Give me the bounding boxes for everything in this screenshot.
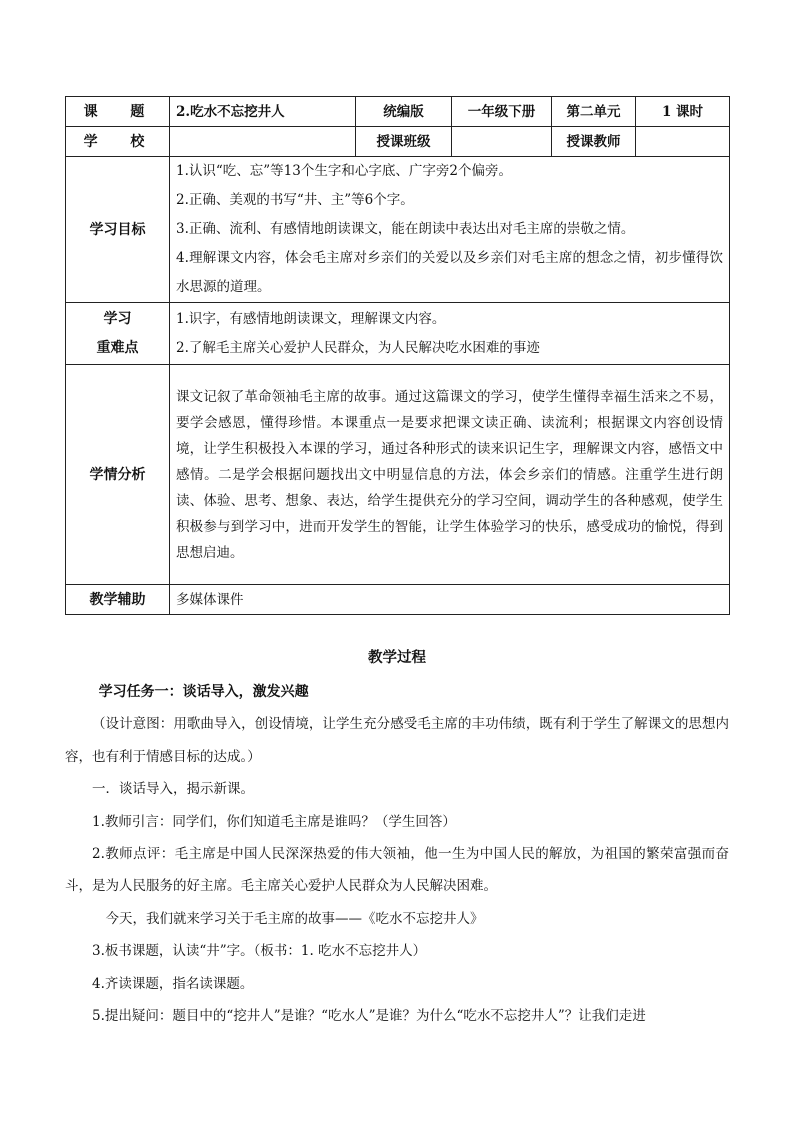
grade-value: 一年级下册 — [452, 97, 552, 127]
table-row-aids — [66, 585, 730, 615]
table-row-analysis — [66, 365, 730, 585]
aids-label: 教学辅助 — [66, 585, 170, 615]
process-title: 教学过程 — [368, 649, 426, 666]
lesson-title: 2.吃水不忘挖井人 — [170, 97, 356, 127]
process-item: 4.齐读课题，指名读课题。 — [92, 975, 254, 992]
lesson-label: 课 题 — [66, 97, 170, 127]
process-item: 2.教师点评：毛主席是中国人民深深热爱的伟大领袖，他一生为中国人民的解放，为祖国的繁荣富强而奋斗，是为人民服务的好主席。毛主席关心爱护人民群众为人民解决困难。 — [65, 846, 729, 895]
process-item: 3.板书课题，认读“井”字。（板书：1. 吃水不忘挖井人） — [92, 943, 427, 960]
goal-item: 1.认识“吃、忘”等13个生字和心字底、广字旁2个偏旁。 — [176, 163, 512, 179]
goal-item: 3.正确、流利、有感情地朗读课文，能在朗读中表达出对毛主席的崇敬之情。 — [176, 221, 635, 237]
analysis-text: 课文记叙了革命领袖毛主席的故事。通过这篇课文的学习，使学生懂得幸福生活来之不易，要学会感恩，懂得珍惜。本课重点一是要求把课文读正确、读流利；根据课文内容创设情境，让学生积极投入本课的学习，通过各种形式的读来识记生字，理解课文内容，感悟文中感情。二是学会根据问题找出文中明显信息的方法，体会乡亲们的情感。注重学生进行朗读、体验、思考、想象、表达，给学生提供充分的学习空间，调动学生的各种感观，使学生积极参与到学习中，进而开发学生的智能，让学生体验学习的快乐，感受成功的愉悦，得到思想启迪。 — [170, 365, 730, 585]
goal-item: 2.正确、美观的书写“井、主”等6个字。 — [176, 192, 414, 208]
table-row-key-points — [66, 303, 730, 365]
key-points-label-line2: 重难点 — [96, 339, 139, 356]
key-point-item: 2.了解毛主席关心爱护人民群众，为人民解决吃水困难的事迹 — [176, 339, 540, 356]
analysis-label: 学情分析 — [66, 365, 170, 585]
teacher-label: 授课教师 — [552, 127, 636, 157]
hours-value: 1 课时 — [636, 97, 730, 127]
goal-item: 4.理解课文内容，体会毛主席对乡亲们的关爱以及乡亲们对毛主席的想念之情，初步懂得饮水思源的道理。 — [176, 250, 723, 295]
process-item: 1.教师引言：同学们，你们知道毛主席是谁吗？（学生回答） — [92, 813, 456, 830]
school-value — [170, 127, 356, 157]
process-today: 今天，我们就来学习关于毛主席的故事——《吃水不忘挖井人》 — [105, 910, 484, 927]
goals-content — [170, 157, 730, 303]
edition-value: 统编版 — [356, 97, 452, 127]
key-point-item: 1.识字，有感情地朗读课文，理解课文内容。 — [176, 310, 446, 327]
key-points-label — [66, 303, 170, 365]
process-item: 5.提出疑问：题目中的“挖井人”是谁？“吃水人”是谁？为什么“吃水不忘挖井人”？让我们走进 — [92, 1008, 646, 1025]
step-heading: 一．谈话导入，揭示新课。 — [92, 781, 254, 798]
goals-label: 学习目标 — [66, 157, 170, 303]
aids-value: 多媒体课件 — [170, 585, 730, 615]
design-intent: （设计意图：用歌曲导入，创设情境，让学生充分感受毛主席的丰功伟绩，既有利于学生了解课文的思想内容，也有利于情感目标的达成。） — [65, 716, 729, 765]
class-value — [452, 127, 552, 157]
teacher-value — [636, 127, 730, 157]
key-points-content — [170, 303, 730, 365]
unit-value: 第二单元 — [552, 97, 636, 127]
table-row-school — [66, 127, 730, 157]
class-label: 授课班级 — [356, 127, 452, 157]
table-row-goals — [66, 157, 730, 303]
lesson-info-table — [65, 96, 730, 615]
task-heading: 学习任务一：谈话导入，激发兴趣 — [98, 684, 309, 700]
teaching-process — [65, 640, 729, 1032]
table-row-lesson — [66, 97, 730, 127]
key-points-label-line1: 学习 — [103, 310, 132, 327]
school-label: 学 校 — [66, 127, 170, 157]
